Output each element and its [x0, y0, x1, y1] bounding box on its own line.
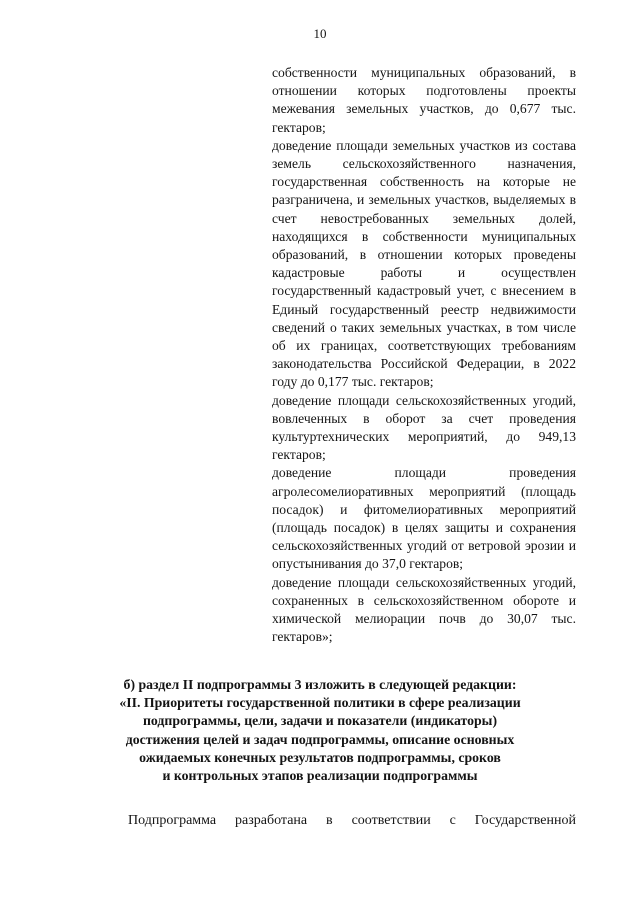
list-item: доведение площади проведения агролесомелиоративных мероприятий (площадь посадок) и фитомелиоративных мероприятий (площадь посадок) в целях защиты и сохранения сельскохозяйственных угодий от ветровой эрозии и опустынивания до 37,0 гектаров; [272, 465, 576, 572]
list-item: доведение площади сельскохозяйственных угодий, сохраненных в сельскохозяйственном обороте и химической мелиорации почв до 30,07 тыс. гектаров»; [272, 574, 576, 645]
section-title-line: достижения целей и задач подпрограммы, описание основных [125, 731, 515, 747]
list-item: доведение площади земельных участков из состава земель сельскохозяйственного назначения, государственная собственность на которые не разграничена, и земельных участков, выделяемых в счет невостребованных земельных долей, находящихся в собственности муниципальных образований, в отношении которых проведены кадастровые работы и осуществлен государственный кадастровый учет, с внесением в Единый государственный реестр недвижимости сведений о таких земельных участках, в том числе об их границах, соответствующих требованиям законодательства Российской Федерации, в 2022 году до 0,177 тыс. гектаров; [272, 137, 576, 390]
amendment-heading [0, 676, 640, 785]
section-title-line: подпрограммы, цели, задачи и показатели (индикаторы) [142, 713, 498, 729]
list-item: доведение площади сельскохозяйственных угодий, вовлеченных в оборот за счет проведения культуртехнических мероприятий, до 949,13 гектаров; [272, 392, 576, 463]
section-title-line: ожидаемых конечных результатов подпрограммы, сроков [139, 749, 501, 765]
indicator-list [272, 64, 576, 647]
section-title-line: «II. Приоритеты государственной политики в сфере реализации [119, 695, 521, 711]
amendment-instruction: б) раздел II подпрограммы 3 изложить в следующей редакции: [123, 677, 517, 692]
page-number: 10 [313, 26, 327, 41]
body-paragraph: Подпрограмма разработана в соответствии с Государственной [128, 813, 576, 828]
list-item: собственности муниципальных образований, в отношении которых подготовлены проекты межевания земельных участков, до 0,677 тыс. гектаров; [272, 65, 576, 135]
section-title-line: и контрольных этапов реализации подпрограммы [162, 768, 478, 784]
